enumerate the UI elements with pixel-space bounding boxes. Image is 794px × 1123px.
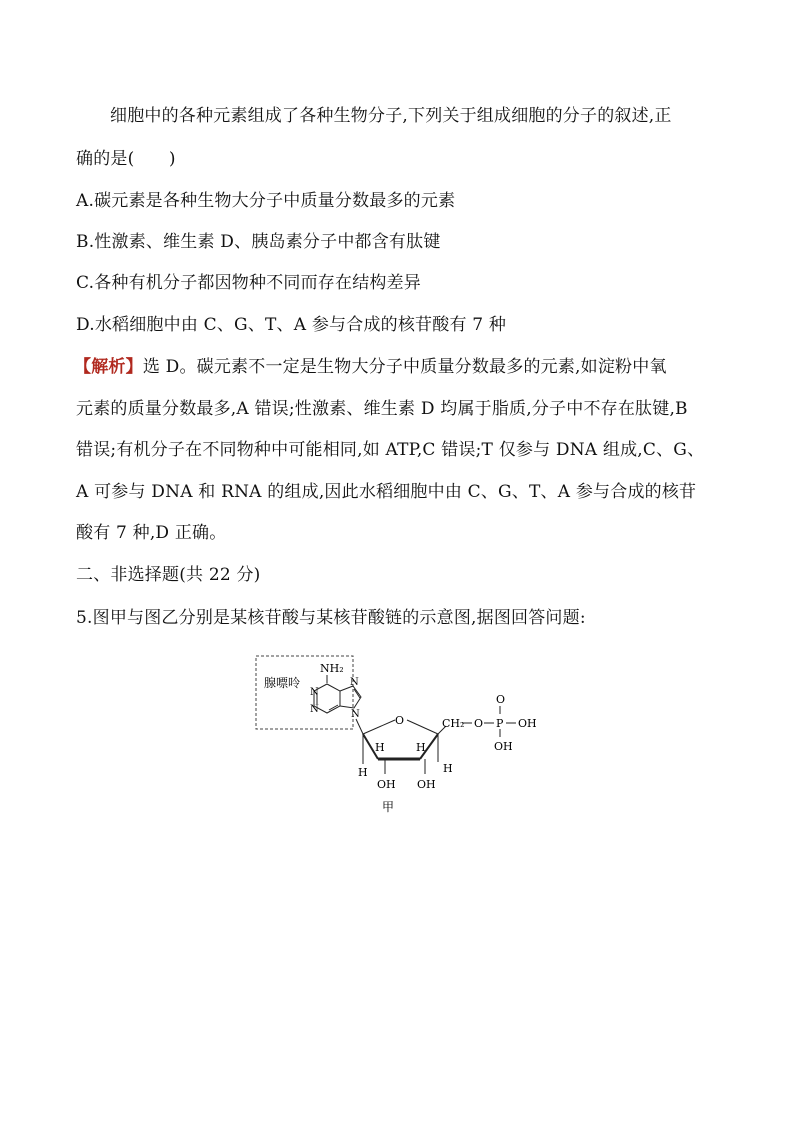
ch2-group: CH₂ — [442, 717, 465, 730]
analysis-line-1 — [74, 356, 724, 378]
glycosidic-bond — [356, 719, 363, 734]
ring-n-1: N — [310, 687, 319, 698]
ring-n-3: N — [350, 677, 359, 688]
option-d: D.水稻细胞中由 C、G、T、A 参与合成的核苷酸有 7 种 — [76, 315, 507, 335]
question-5-stem: 5.图甲与图乙分别是某核苷酸与某核苷酸链的示意图,据图回答问题: — [76, 608, 586, 628]
ribose-o-c4-bond — [407, 720, 438, 734]
nucleotide-structure-svg — [250, 650, 550, 820]
question-4-stem-line-2: 确的是( ) — [76, 149, 176, 169]
c2-hydrogen: H — [375, 741, 385, 754]
amino-group-label: NH₂ — [320, 662, 344, 675]
analysis-line-2: 元素的质量分数最多,A 错误;性激素、维生素 D 均属于脂质,分子中不存在肽键,B — [76, 399, 688, 419]
ribose-ring-oxygen: O — [395, 714, 405, 727]
ring-n-9: N — [351, 709, 360, 720]
figure-caption: 甲 — [382, 800, 395, 814]
phosphate-hydroxyl-right: OH — [518, 717, 537, 730]
section-2-heading: 二、非选择题(共 22 分) — [76, 565, 261, 585]
phosphate-hydroxyl-bottom: OH — [494, 740, 513, 753]
analysis-line-1-text: 选 D。碳元素不一定是生物大分子中质量分数最多的元素,如淀粉中氧 — [142, 357, 667, 377]
phosphorus: P — [496, 717, 504, 730]
nucleotide-diagram — [250, 650, 550, 820]
analysis-line-3: 错误;有机分子在不同物种中可能相同,如 ATP,C 错误;T 仅参与 DNA 组成,C、G、 — [76, 440, 705, 460]
phosphate-oxygen: O — [496, 693, 506, 706]
ring-n-2: N — [310, 704, 319, 715]
c3-hydrogen: H — [416, 741, 426, 754]
ring-double-bond-3 — [354, 689, 360, 698]
analysis-line-5: 酸有 7 种,D 正确。 — [76, 523, 227, 543]
ester-oxygen: O — [474, 717, 484, 730]
c2-hydroxyl: OH — [377, 778, 396, 791]
option-a: A.碳元素是各种生物大分子中质量分数最多的元素 — [76, 191, 456, 211]
analysis-tag: 【解析】 — [74, 357, 143, 377]
analysis-line-4: A 可参与 DNA 和 RNA 的组成,因此水稻细胞中由 C、G、T、A 参与合成的核苷 — [76, 482, 697, 502]
adenine-label: 腺嘌呤 — [264, 676, 301, 690]
question-4-stem-line-1: 细胞中的各种元素组成了各种生物分子,下列关于组成细胞的分子的叙述,正 — [110, 106, 672, 126]
ribose-c1-o-bond — [363, 720, 395, 734]
c3-hydroxyl: OH — [417, 778, 436, 791]
c1-hydrogen: H — [358, 766, 368, 779]
purine-five-ring — [340, 686, 361, 708]
option-b: B.性激素、维生素 D、胰岛素分子中都含有肽键 — [76, 232, 441, 252]
c4-hydrogen: H — [443, 762, 453, 775]
option-c: C.各种有机分子都因物种不同而存在结构差异 — [76, 273, 422, 293]
